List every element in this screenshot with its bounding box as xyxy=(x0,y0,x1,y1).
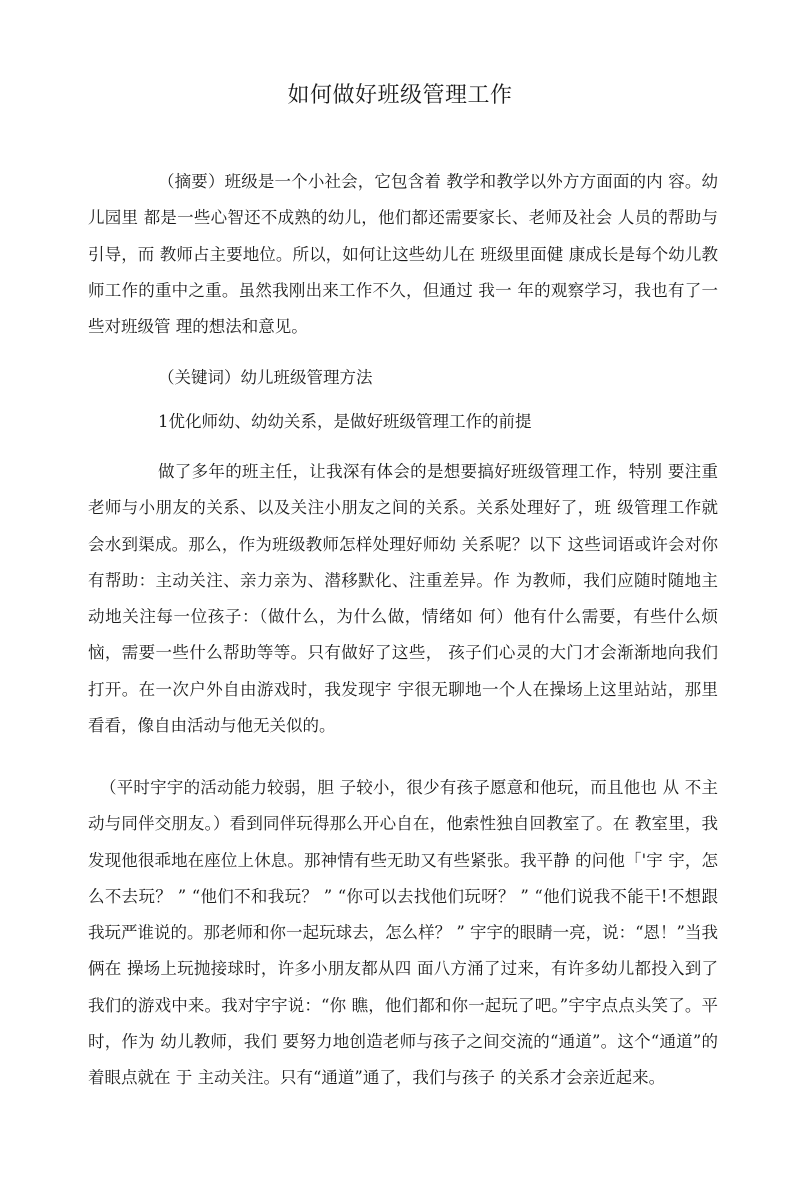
keywords-line: （关键词）幼儿班级管理方法 xyxy=(158,368,373,387)
body-paragraph-1: 做了多年的班主任，让我深有体会的是想要搞好班级管理工作，特别 要注重老师与小朋友的关系、以及关注小朋友之间的关系。关系处理好了，班 级管理工作就会水到渠成。那么，作为班级教师怎样处理好师幼 关系呢？以下 这些词语或许会对你有帮助：主动关注、亲力亲为、潜移默化、注重差异。作 为教师，我们应随时随地主动地关注每一位孩子：（做什么，为什么做，情绪如 何）他有什么需要，有些什么烦恼，需要一些什么帮助等等。只有做好了这些， 孩子们心灵的大门才会渐渐地向我们打开。在一次户外自由游戏时，我发现宇 宇很无聊地一个人在操场上这里站站，那里看看，像自由活动与他无关似的。 xyxy=(88,462,718,736)
document-title: 如何做好班级管理工作 xyxy=(287,83,513,108)
abstract-paragraph: （摘要）班级是一个小社会，它包含着 教学和教学以外方方面面的内 容。幼儿园里 都是一些心智还不成熟的幼儿，他们都还需要家长、老师及社会 人员的帮助与引导，而 教师占主要地位。所以，如何让这些幼儿在 班级里面健 康成长是每个幼儿教师工作的重中之重。虽然我刚出来工作不久，但通过 我一 年的观察学习，我也有了一些对班级管 理的想法和意见。 xyxy=(88,172,718,337)
body-paragraph-2: （平时宇宇的活动能力较弱，胆 子较小，很少有孩子愿意和他玩，而且他也 从 不主动与同伴交朋友。）看到同伴玩得那么开心自在，他索性独自回教室了。在 教室里，我发现他很乖地在座位上休息。那神情有些无助又有些紧张。我平静 的问他「'宇 宇，怎么不去玩？ ” “他们不和我玩？ ” “你可以去找他们玩呀？ ” “他们说我不能干!不想跟我玩严谁说的。那老师和你一起玩球去，怎么样？ ” 宇宇的眼睛一亮，说：“恩！”当我俩在 操场上玩抛接球时，许多小朋友都从四 面八方涌了过来，有许多幼儿都投入到了我们的游戏中来。我对宇宇说：“你 瞧，他们都和你一起玩了吧。”宇宇点点头笑了。平时，作为 幼儿教师，我们 要努力地创造老师与孩子之间交流的“通道”。这个“通道”的着眼点就在 于 主动关注。只有“通道”通了，我们与孩子 的关系才会亲近起来。 xyxy=(88,778,718,1088)
section-heading: 1优化师幼、幼幼关系，是做好班级管理工作的前提 xyxy=(158,412,532,431)
